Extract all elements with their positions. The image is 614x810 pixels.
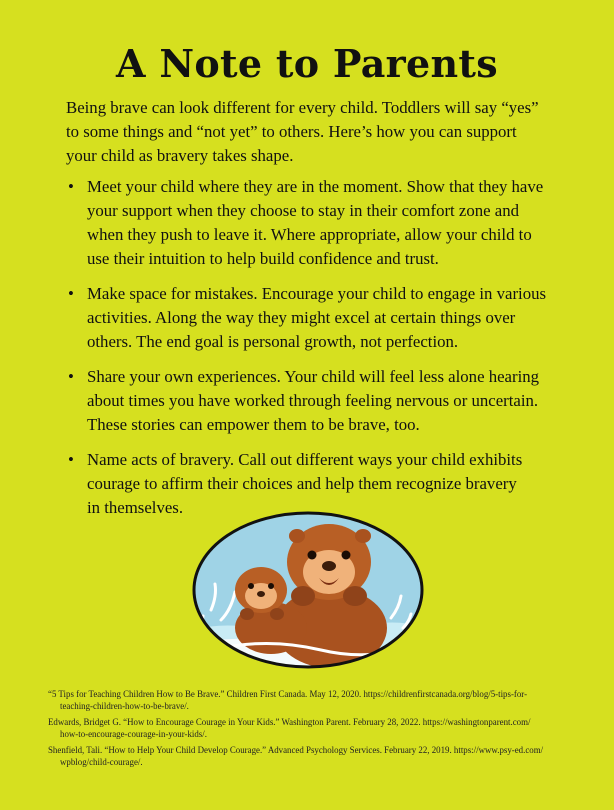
tip-line: Meet your child where they are in the moment. Show that they have (87, 177, 544, 196)
tip-line: in themselves. (87, 498, 184, 517)
tip-line: when they push to leave it. Where appropriate, allow your child to (87, 225, 532, 244)
intro-paragraph (66, 96, 566, 168)
tip-line: Make space for mistakes. Encourage your child to engage in various (87, 284, 547, 303)
tip-line: These stories can empower them to be brave, too. (87, 415, 420, 434)
tip-line: others. The end goal is personal growth, not perfection. (87, 332, 459, 351)
tip-line: activities. Along the way they might excel at certain things over (87, 308, 516, 327)
otters-illustration-icon (191, 510, 425, 670)
tip-line: about times you have worked through feeling nervous or uncertain. (87, 391, 539, 410)
reference-line: Edwards, Bridget G. “How to Encourage Courage in Your Kids.” Washington Parent. February 28, 2022. https://washingtonparent.com/ (48, 717, 531, 727)
references (48, 688, 578, 772)
reference-line: “5 Tips for Teaching Children How to Be Brave.” Children First Canada. May 12, 2020. https://childrenfirstcanada.org/blog/5-tips-for- (48, 689, 528, 699)
reference-line: how-to-encourage-courage-in-your-kids/. (60, 729, 207, 739)
reference-item (48, 688, 578, 712)
intro-line: Being brave can look different for every child. Toddlers will say “yes” (66, 98, 539, 117)
tip-line: your support when they choose to stay in their comfort zone and (87, 201, 520, 220)
tip-line: Name acts of bravery. Call out different ways your child exhibits (87, 450, 523, 469)
tips-list (66, 175, 576, 531)
bullet-icon: • (68, 367, 74, 386)
list-item (66, 282, 576, 354)
reference-line: wpblog/child-courage/. (60, 757, 143, 767)
reference-item (48, 744, 578, 768)
bullet-icon: • (68, 284, 74, 303)
tip-line: courage to affirm their choices and help them recognize bravery (87, 474, 517, 493)
reference-item (48, 716, 578, 740)
list-item (66, 365, 576, 437)
list-item (66, 175, 576, 271)
reference-line: Shenfield, Tali. “How to Help Your Child Develop Courage.” Advanced Psychology Services. February 22, 2019. https://www.psy-ed.com/ (48, 745, 544, 755)
bullet-icon: • (68, 450, 74, 469)
intro-line: your child as bravery takes shape. (66, 146, 294, 165)
bullet-icon: • (68, 177, 74, 196)
page-title: A Note to Parents (116, 41, 498, 86)
tip-line: use their intuition to help build confidence and trust. (87, 249, 439, 268)
intro-line: to some things and “not yet” to others. Here’s how you can support (66, 122, 517, 141)
tip-line: Share your own experiences. Your child will feel less alone hearing (87, 367, 540, 386)
reference-line: teaching-children-how-to-be-brave/. (60, 701, 189, 711)
